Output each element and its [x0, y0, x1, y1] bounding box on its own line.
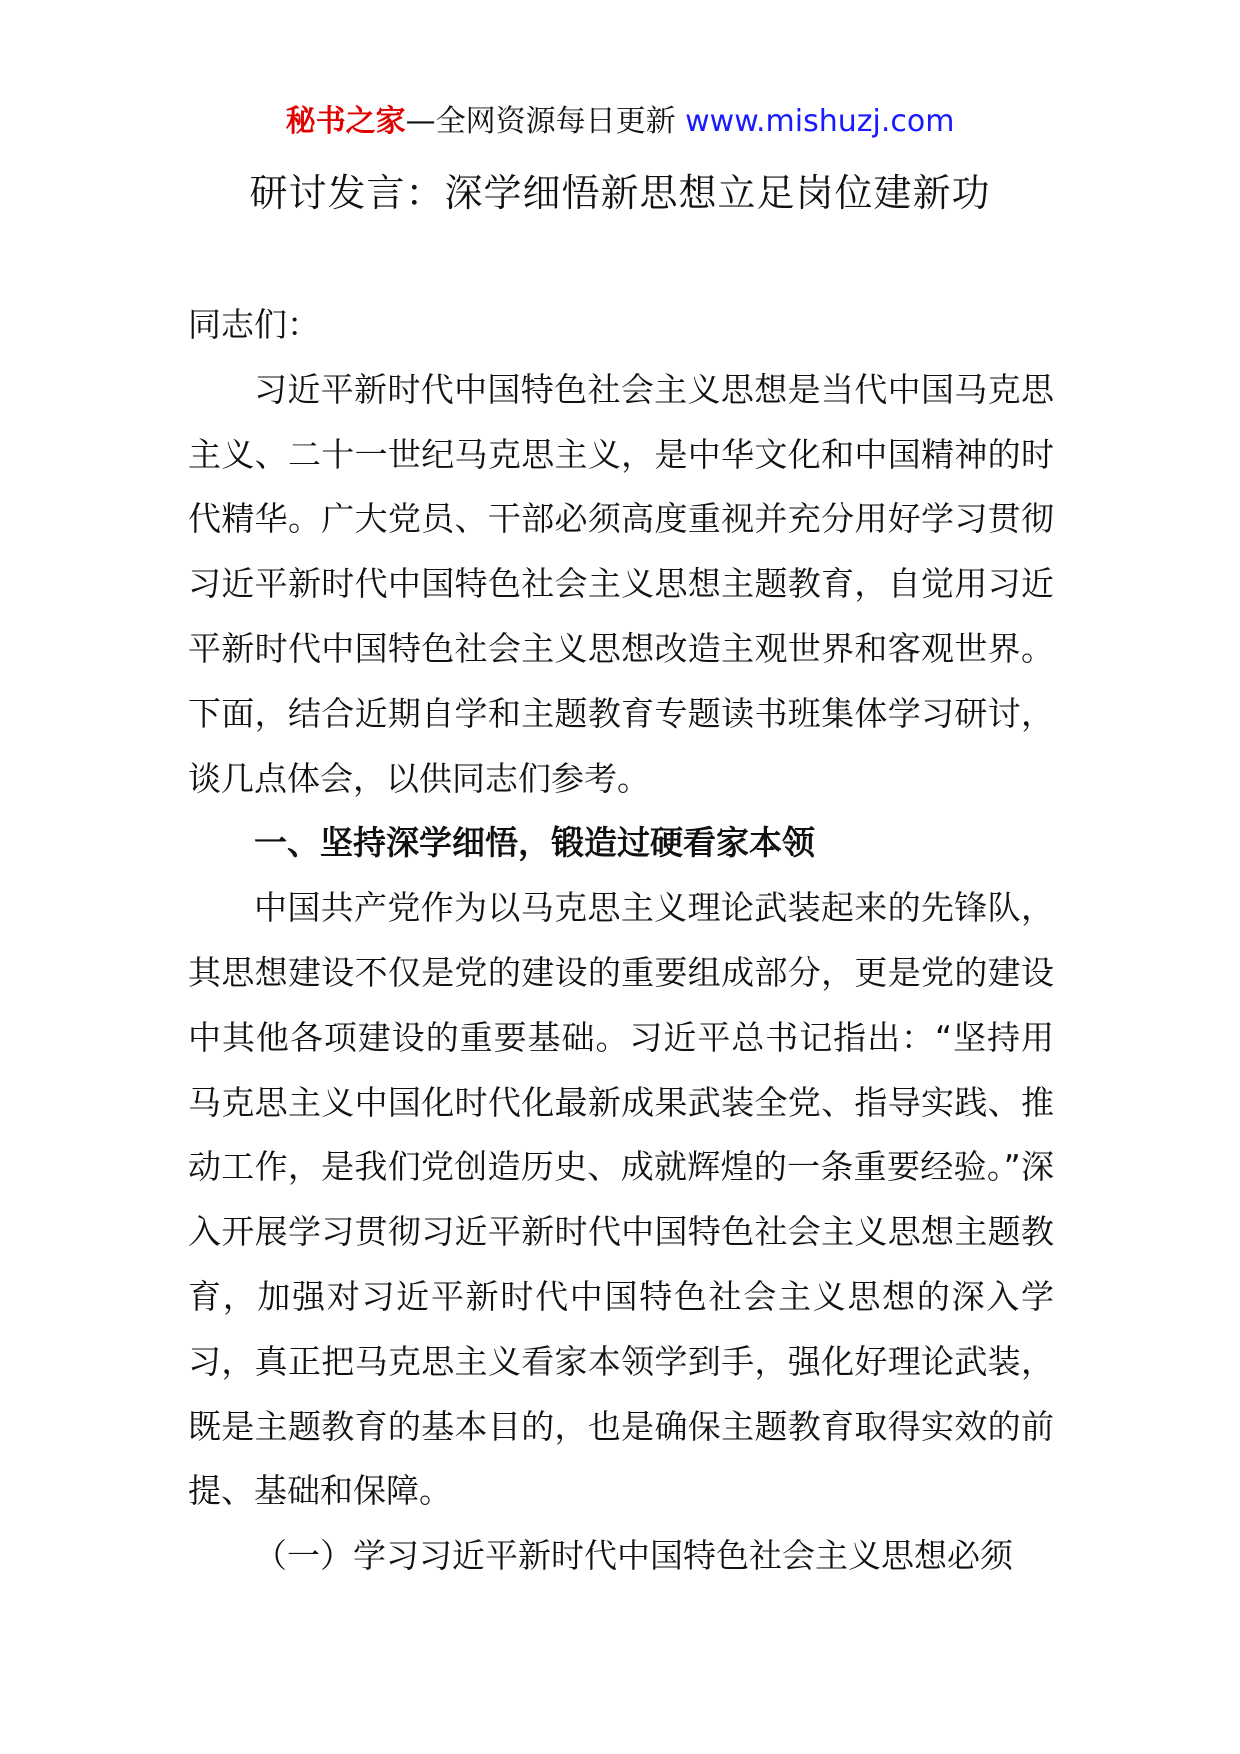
salutation: 同志们：: [188, 305, 320, 344]
paragraph-section-one: 中国共产党作为以马克思主义理论武装起来的先锋队，其思想建设不仅是党的建设的重要组成部分，更是党的建设中其他各项建设的重要基础。习近平总书记指出：“坚持用马克思主义中国化时代化最新成果武装全党、指导实践、推动工作，是我们党创造历史、成就辉煌的一条重要经验。”深入开展学习贯彻习近平新时代中国特色社会主义思想主题教育，加强对习近平新时代中国特色社会主义思想的深入学习，真正把马克思主义看家本领学到手，强化好理论武装，既是主题教育的基本目的，也是确保主题教育取得实效的前提、基础和保障。: [188, 888, 1054, 1511]
site-url[interactable]: www.mishuzj.com: [685, 104, 955, 139]
document-title: 研讨发言：深学细悟新思想立足岗位建新功: [249, 171, 991, 215]
brand-name: 秘书之家: [285, 104, 406, 139]
document-body: [188, 293, 1054, 1589]
banner-slogan: —全网资源每日更新: [405, 104, 686, 139]
section-heading: 一、坚持深学细悟，锻造过硬看家本领: [254, 823, 815, 863]
paragraph-intro: 习近平新时代中国特色社会主义思想是当代中国马克思主义、二十一世纪马克思主义，是中华文化和中国精神的时代精华。广大党员、干部必须高度重视并充分用好学习贯彻习近平新时代中国特色社会主义思想主题教育，自觉用习近平新时代中国特色社会主义思想改造主观世界和客观世界。下面，结合近期自学和主题教育专题读书班集体学习研讨，谈几点体会，以供同志们参考。: [188, 369, 1054, 798]
subsection-heading: （一）学习习近平新时代中国特色社会主义思想必须: [254, 1536, 1013, 1576]
site-banner: [0, 100, 1240, 144]
